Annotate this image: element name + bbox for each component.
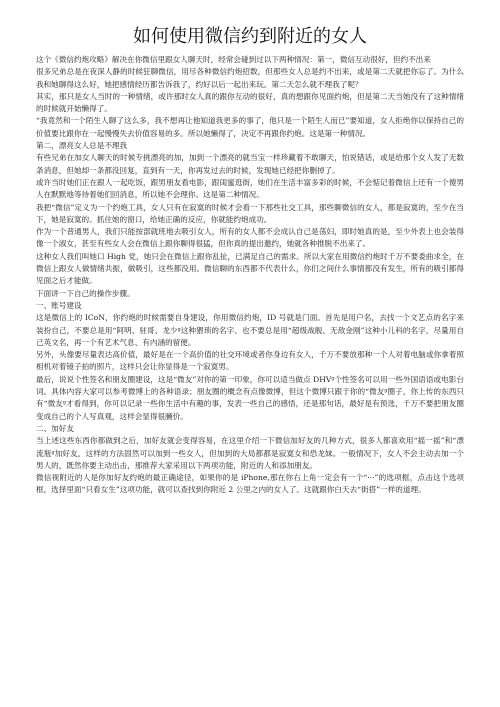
section-heading: 第二，漂亮女人总是不理我 <box>36 141 128 151</box>
paragraph: 很多兄弟总是在夜深人静的时候狂聊微信，用尽各种微信约炮招数，但那些女人总是约不出来，或是第二天就把你忘了。为什么我和她聊得这么好，她把感情经历都告诉我了，约好以后一起出来玩。第二天怎么就不理我了呢？ <box>36 67 464 89</box>
paragraph: 作为一个普通男人，我们只能按部就班地去吸引女人，所有的女人都不会成认自己是荡妇，即时她真的是，至少外表上也会装得像一个淑女，甚至有些女人会在微信上跟你聊得很猛，但你真的提出邀约，她就各种推脱不出来了。 <box>36 227 464 249</box>
document-title: 如何使用微信约到附近的女人 <box>133 26 367 47</box>
paragraph: 这种女人我们叫她口 High 党，她只会在微信上跟你乱扯，已满足自己的需求。所以大家在用微信约炮时千万不要委曲求全，在微信上跟女人做情绪共振，做吸引，这些都没用。微信聊的东西都不代表什么，你们之间什么事情都没有发生，所有的吸引都得见面之后才能做。 <box>36 251 464 286</box>
paragraph: 有些兄弟在加女人聊天的时候专挑漂亮的加，加到一个漂亮的就当宝一样珍藏着不敢聊天，怕说错话，或是给那个女人发了无数条消息，但她却一条都没回复，直到有一天，你再发过去的时候，发现她已经把你删掉了。 <box>36 153 464 175</box>
document-body <box>36 54 464 497</box>
paragraph: 其实，那只是女人当时的一种情绪，或许那时女人真的跟你互动的很好，真的想跟你见面约炮，但是第二天当她没有了这种情绪的时候就开始懒得了。 <box>36 91 464 114</box>
paragraph: 微信视附近的人是你加好友约炮的最正确途径，如果你的是 iPhone,那在你右上角一定会有一个“···”的选项框，点击这个选项框，选择里面“只看女生”这项功能，就可以查找到你附近 2 公里之内的女人了。这就跟你白天去“街搭”一样的道理。 <box>36 473 464 495</box>
paragraph: 下面讲一下自己的操作步骤。 <box>36 288 135 298</box>
paragraph: 这个《微信约炮攻略》解决在你微信里跟女人聊天时，经常会碰到过以下两种情况：第一，微信互动很好，但约不出来 <box>36 55 431 64</box>
paragraph: 这是微信上的 ICoN，你约炮的时候需要自身建设，你用微信约炮，ID 号就是门面。首先是用户名，去找一个文艺点的名字来装扮自己，不要总是用“阿明、驻哥、龙少ᵍ这种猥琐的名字、也不要总是用“超级战舰、无敌金刚”这种小儿科的名字，尽量用自己英文名，再一个有艺术气息、有内涵的留便。 <box>36 313 464 347</box>
paragraph: 另外，头像要尽量表达高价值，最好是在一个高价值的社交环境或者你身边有女人，千万不要放那种一个人对着电脑或你拿着照相机对着镜子拍的照片，这样只会让你显得是一个寂寞男。 <box>36 350 464 372</box>
section-heading: 二、加好友 <box>36 423 74 433</box>
section-heading: 一、账号建设 <box>36 300 82 310</box>
paragraph: “我竟然和一个陌生人聊了这么多，我不想再让他知道我更多的事了，他只是一个陌生人而已”要知道，女人拒绝你以保持自己的价值要比跟你在一起慢慢失去价值容易的多。所以她懒得了，决定不再跟你约炮。这是第一种情况。 <box>36 116 464 138</box>
paragraph: 我把“微信”定义为一个约炮工具，女人只有在寂寞的时候才会看一下那些社交工具，那些聊微信的女人，都是寂寞的，至少在当下，她是寂寞的。抓住她的窗口，给她正确的反应，你就能约炮成功。 <box>36 202 464 224</box>
paragraph: 最后，说说个性签名和朋友圈建设，这是“微友”对你的第一印象，你可以适当做点 DHVᵍ个性签名可以用一些外国语语或电影台词。具体内容大家可以参考微博上的各种语录；朋友圈的概念有点像微博，但这个微博只跟于你的“微友ᵍ圈子，你上传的东西只有“微友ᵍ才看得到，你可以记录一些你生活中有趣的事，发表一些自己的感悟，还是那句话，最好是有预选，千万不要把朋友圈变成自己的个人写真观，这样会显得很臃价。 <box>36 374 464 421</box>
paragraph: 或许当时她们正在跟人一起吃饭，跟男朋友看电影，跟闺蜜逛街，她们在生活丰富多彩的时候，不会惦记着微信上还有一个傻男人在默默地等待着她们回消息，所以她不会理你。这是第二种情况。 <box>36 177 464 200</box>
paragraph: 当上述这些东西你都做到之后，加好友就会变得容易，在这里介绍一下微信加好友的几种方式，很多人都喜欢用“摇一摇”和“漂流瓶ᵍ加好友，这样的方法固然可以加到一些女人，但加到的大局都都是寂寞女和恐龙妹。一般情况下，女人不会主动去加一个男人的，既然你要主动出击，那推荐大家采用以下两项功能，附近的人和添加朋友。 <box>36 436 464 470</box>
